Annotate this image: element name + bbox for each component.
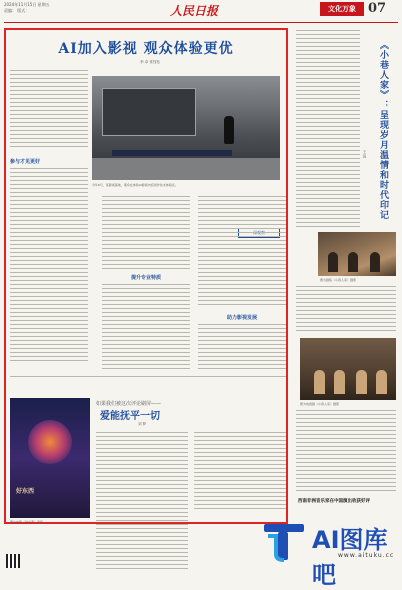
feature-subhead-1: 参与才见更好 [10,159,41,165]
feature-subhead-2: 提升专业特质 [130,275,161,281]
review-series: 如果我们被这次评论刷屏—— [96,401,162,407]
newspaper-masthead: 人民日报 [170,4,219,18]
drama-still-photo-1[interactable] [318,232,396,276]
watermark-brand: AI图库吧 [312,526,388,589]
watermark-logo-icon [262,520,306,564]
feature-photo[interactable] [92,76,280,180]
film-poster[interactable] [10,398,90,518]
review-byline: 刘 梦 [138,422,147,426]
section-badge: 文化万象 [320,2,364,16]
side-bottom-headline[interactable]: 西南非洲音乐家在中国演出收获好评 [298,499,370,504]
poster-title: 好东西 [16,488,35,495]
poster-caption: 图为电影《好东西》海报 [10,520,44,524]
feature-text-column-2 [102,196,190,272]
side-text-column-1 [296,30,360,230]
watermark-url: www.aituku.cc [338,552,395,559]
side-article-title[interactable]: 《小巷人家》：呈现岁月温情和时代印记 [378,40,388,220]
review-text-column-1 [96,432,188,572]
feature-photo-caption: 今年6月，某影视基地，观众在体验AI影视内容创作技术体验区。 [92,183,178,187]
side-text-column-2 [296,286,396,334]
photo3-caption: 图为电视剧《小巷人家》剧照 [300,402,340,406]
editor-line: 责编： 版式： [4,8,30,13]
feature-text-column-3b [198,324,286,372]
review-title[interactable]: 爱能抚平一切 [100,411,160,422]
feature-text-column-1 [10,70,88,150]
page-number: 07 [368,1,387,16]
section-divider [10,376,286,377]
issue-date: 2024年11月15日 星期五 [4,2,50,7]
feature-text-column-1b [10,168,88,364]
feature-text-column-2b [102,284,190,372]
review-text-column-2 [194,432,286,512]
side-article-author: 王 蓉 [363,150,367,159]
side-text-column-3 [296,410,396,494]
drama-still-photo-2[interactable] [300,338,396,400]
header-rule [4,22,398,23]
feature-subhead-3: 助力影视发展 [226,315,257,321]
photo2-caption: 图为剧集《小巷人家》剧照 [320,278,357,282]
feature-text-column-3 [198,196,286,308]
feature-title[interactable]: AI加入影视 观众体验更优 [58,41,234,57]
qr-code-icon [6,554,20,568]
feature-byline: 李 卓 常钰钰 [140,60,160,64]
